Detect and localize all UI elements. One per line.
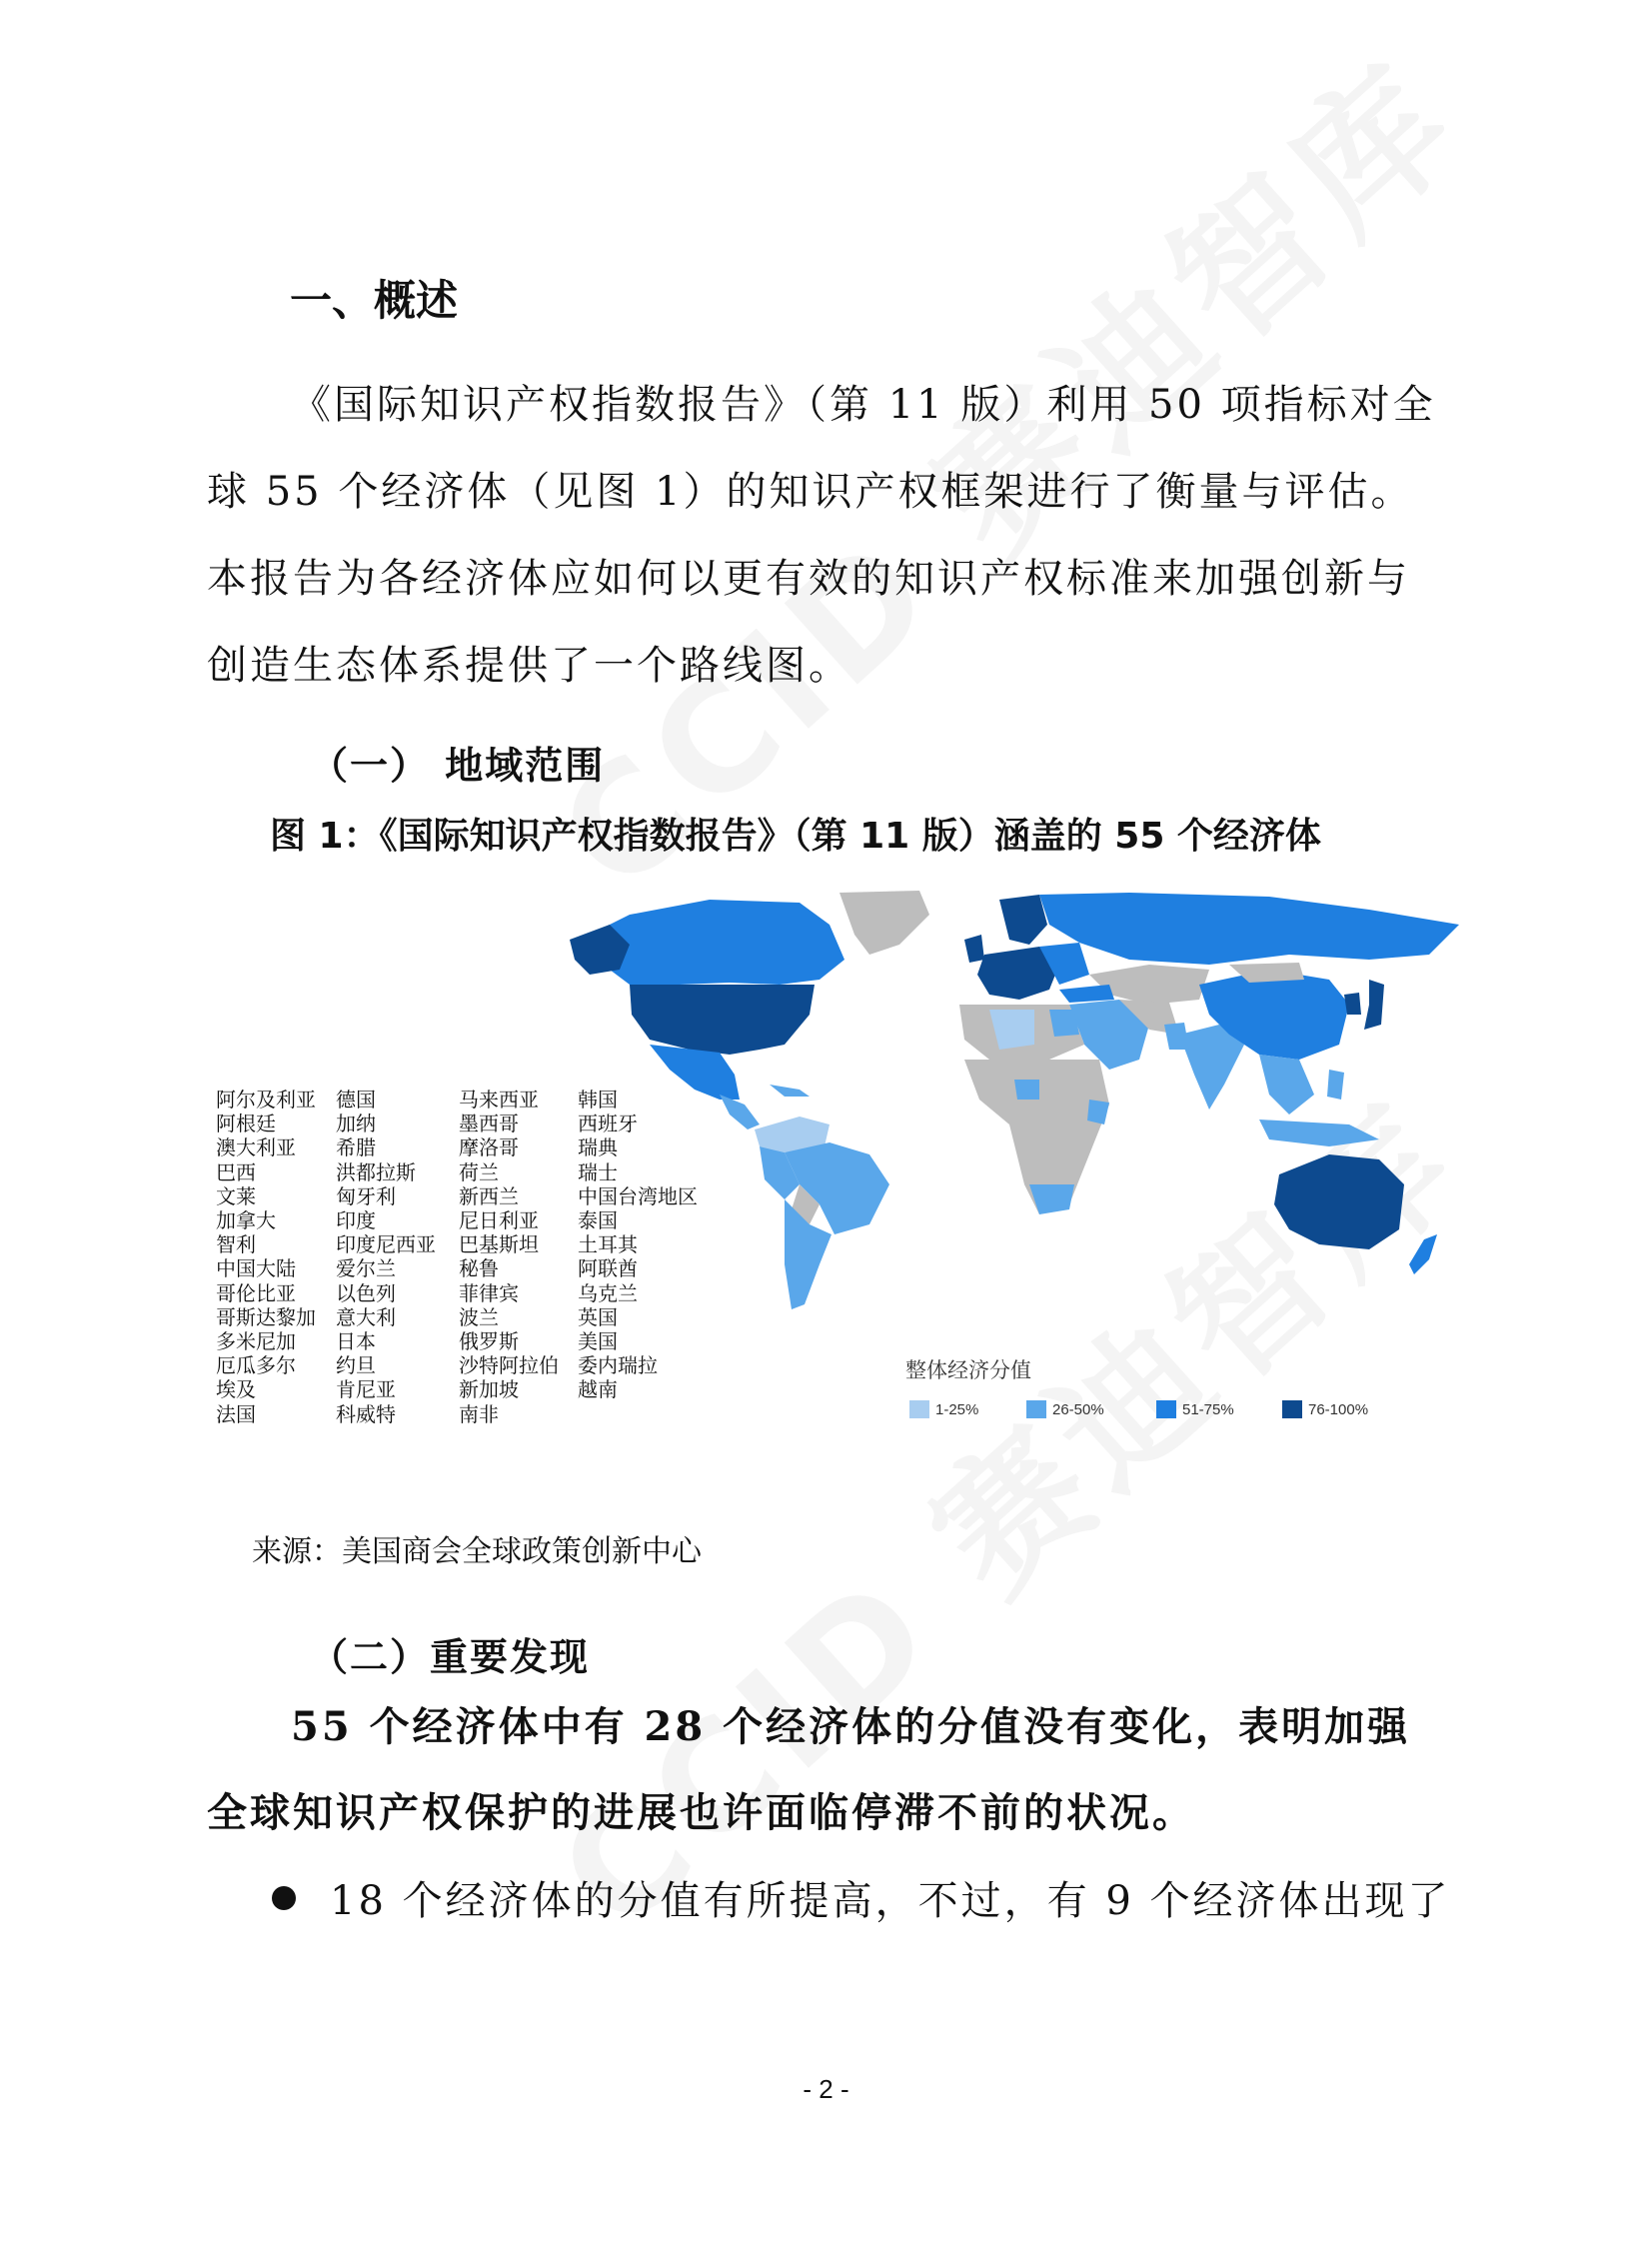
map-region-pakistan [1164,1023,1189,1050]
economy-name: 阿根廷 [216,1112,276,1136]
heading-overview: 一、概述 [290,276,459,325]
section-title-geographic-scope: （一） 地域范围 [310,744,606,788]
economy-name: 肯尼亚 [336,1377,396,1402]
key-finding-paragraph: 55 个经济体中有 28 个经济体的分值没有变化，表明加强全球知识产权保护的进展也许面临停滞不前的状况。 [207,1703,1411,1836]
map-region-caribbean [770,1085,810,1097]
economy-name: 西班牙 [578,1112,638,1136]
economy-name: 智利 [216,1232,256,1257]
economy-name: 摩洛哥 [459,1135,519,1160]
economy-name: 波兰 [459,1304,499,1329]
economy-name: 洪都拉斯 [336,1159,416,1184]
map-region-australia [1274,1154,1404,1249]
map-scale-bin [909,1399,978,1419]
map-region-central-america [720,1095,760,1129]
economies-column-3 [459,1088,589,1426]
map-region-kenya [1087,1100,1109,1124]
economy-name: 埃及 [216,1377,256,1402]
map-region-new-zealand [1409,1234,1437,1274]
economy-name: 法国 [216,1401,256,1426]
economy-name: 希腊 [336,1135,376,1160]
economy-name: 韩国 [578,1088,618,1112]
economy-name: 德国 [336,1088,376,1112]
economy-name: 匈牙利 [336,1183,396,1208]
economies-column-1 [216,1088,346,1426]
map-scale-label: 51-75% [1182,1400,1234,1418]
map-scale-title: 整体经济分值 [905,1358,1031,1382]
map-region-japan [1364,980,1384,1030]
economy-name: 阿联酋 [578,1256,638,1281]
economy-name: 新加坡 [459,1377,519,1402]
economies-column-2 [336,1088,466,1426]
map-region-indonesia [1259,1120,1379,1146]
economy-name: 南非 [459,1401,499,1426]
economy-name: 英国 [578,1304,618,1329]
economy-name: 巴西 [216,1159,256,1184]
economy-name: 阿尔及利亚 [216,1088,316,1112]
bullet-icon [272,1886,296,1910]
economy-name: 委内瑞拉 [578,1353,658,1378]
section-title-key-findings: （二）重要发现 [310,1635,591,1679]
economy-name: 多米尼加 [216,1329,296,1354]
map-scale-label: 26-50% [1052,1400,1104,1418]
map-scale-swatch [909,1400,929,1418]
map-region-usa [630,985,815,1055]
economy-name: 泰国 [578,1208,618,1233]
economy-name: 哥斯达黎加 [216,1304,316,1329]
map-region-egypt [1049,1010,1079,1037]
economy-name: 尼日利亚 [459,1208,539,1233]
economy-name: 以色列 [336,1280,396,1305]
map-scale-label: 76-100% [1308,1400,1369,1418]
map-scale-swatch [1156,1400,1176,1418]
intro-paragraph: 《国际知识产权指数报告》（第 11 版）利用 50 项指标对全球 55 个经济体（见图 1）的知识产权框架进行了衡量与评估。本报告为各经济体应如何以更有效的知识产权标准来加强创新与创造生态体系提供了一个路线图。 [207,382,1436,689]
economy-name: 印度尼西亚 [336,1232,436,1257]
economy-name: 秘鲁 [459,1256,499,1281]
economy-name: 文莱 [216,1183,256,1208]
bullet-item [272,1869,1451,1926]
economy-name: 墨西哥 [459,1112,519,1136]
economy-name: 美国 [578,1329,618,1354]
map-region-scandinavia [999,895,1047,945]
economy-name: 瑞典 [578,1135,618,1160]
economy-name: 俄罗斯 [459,1329,519,1354]
economy-name: 巴基斯坦 [459,1232,539,1257]
economy-name: 印度 [336,1208,376,1233]
economy-name: 科威特 [336,1401,396,1426]
economy-name: 乌克兰 [578,1280,638,1305]
map-scale-bin [1282,1399,1368,1419]
map-region-turkey [1059,985,1114,1003]
economy-name: 瑞士 [578,1159,618,1184]
economy-name: 约旦 [336,1353,376,1378]
economy-name: 爱尔兰 [336,1256,396,1281]
figure-source: 来源：美国商会全球政策创新中心 [252,1534,702,1569]
map-scale-swatch [1026,1400,1046,1418]
map-region-russia [1039,893,1459,965]
economy-name: 沙特阿拉伯 [459,1353,559,1378]
economy-name: 澳大利亚 [216,1135,296,1160]
map-region-philippines [1327,1070,1344,1100]
map-region-southeast-asia [1259,1055,1314,1115]
economy-name: 哥伦比亚 [216,1280,296,1305]
economy-name: 中国大陆 [216,1256,296,1281]
map-region-korea [1344,993,1361,1015]
map-region-uk [964,935,984,963]
map-scale-label: 1-25% [935,1400,979,1418]
map-scale-swatch [1282,1400,1302,1418]
map-region-greenland [839,891,929,955]
economy-name: 越南 [578,1377,618,1402]
bullet-text: 18 个经济体的分值有所提高，不过，有 9 个经济体出现了 [330,1878,1451,1924]
economy-name: 土耳其 [578,1232,638,1257]
economy-name: 马来西亚 [459,1088,539,1112]
economy-name: 荷兰 [459,1159,499,1184]
map-scale-bin [1026,1399,1104,1419]
figure-caption: 图 1：《国际知识产权指数报告》（第 11 版）涵盖的 55 个经济体 [270,816,1321,857]
economy-name: 菲律宾 [459,1280,519,1305]
map-scale-bin [1156,1399,1234,1419]
map-region-canada [590,900,844,985]
map-region-nigeria [1014,1080,1039,1100]
economy-name: 加拿大 [216,1208,276,1233]
economies-column-4 [578,1088,708,1402]
economy-name: 新西兰 [459,1183,519,1208]
map-region-south-africa [1029,1184,1074,1214]
economy-name: 日本 [336,1329,376,1354]
economy-name: 中国台湾地区 [578,1183,698,1208]
economy-name: 厄瓜多尔 [216,1353,296,1378]
page-number: - 2 - [803,2074,849,2104]
economy-name: 意大利 [336,1304,396,1329]
economy-name: 加纳 [336,1112,376,1136]
